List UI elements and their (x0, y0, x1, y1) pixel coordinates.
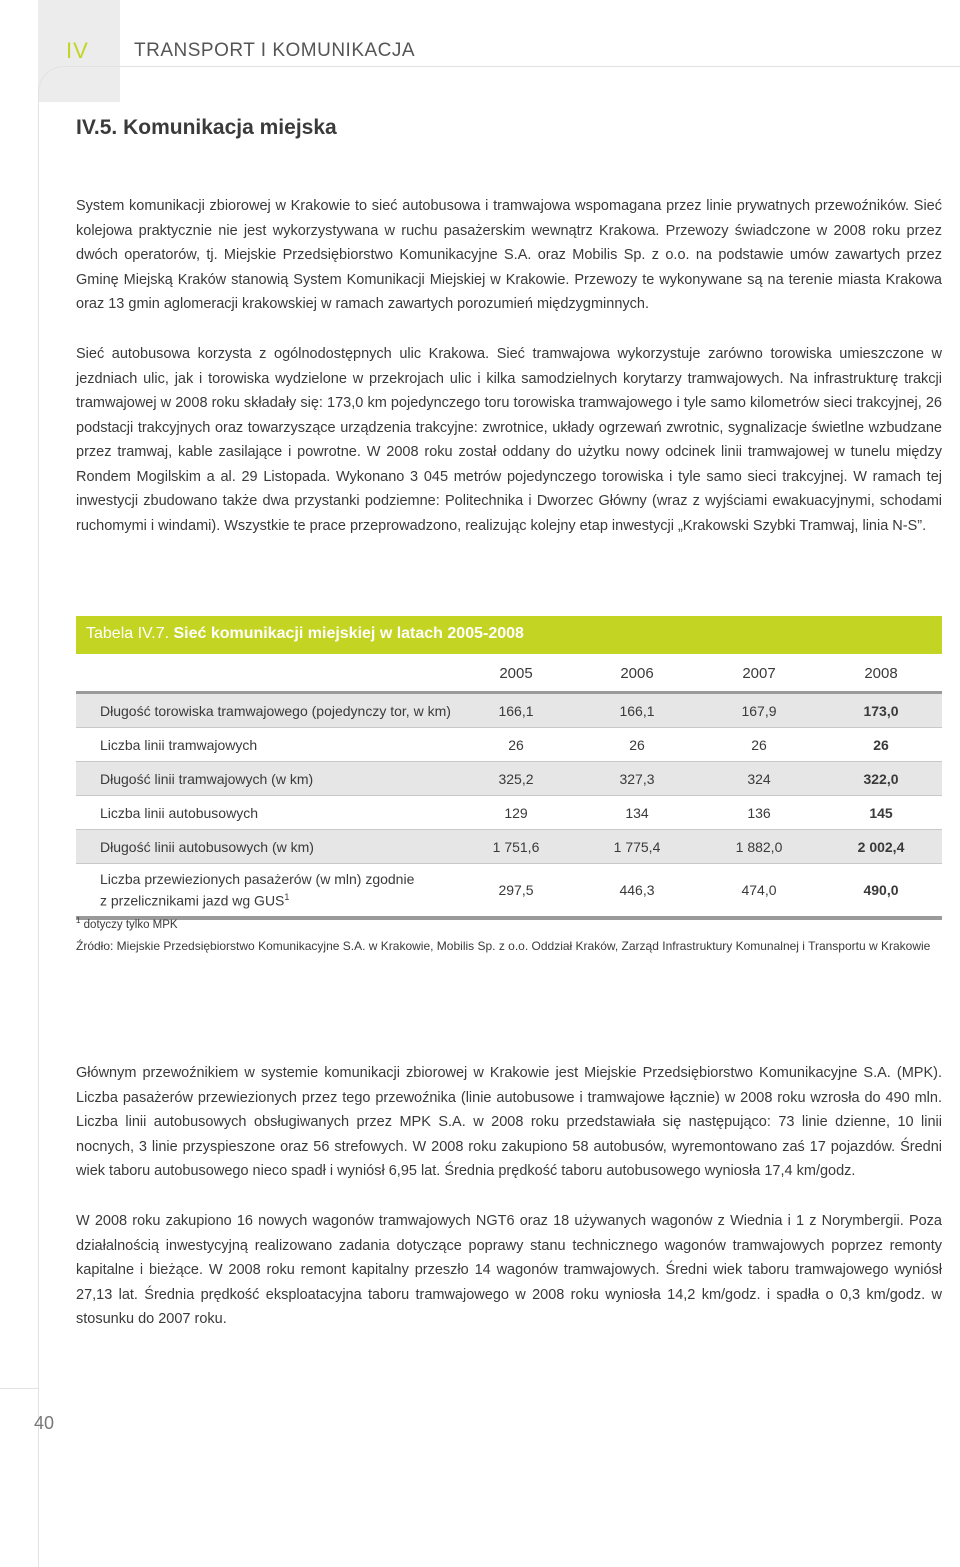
table-cell: 26 (456, 728, 576, 762)
table-cell: 167,9 (698, 693, 820, 728)
table-row (76, 830, 942, 864)
table-row (76, 728, 942, 762)
page-number-frame (0, 1388, 38, 1473)
row-label: Liczba linii tramwajowych (76, 728, 456, 762)
table-cell: 446,3 (576, 864, 698, 919)
year-header: 2005 (456, 656, 576, 693)
paragraph-trams: W 2008 roku zakupiono 16 nowych wagonów tramwajowych NGT6 oraz 18 używanych wagonów z Wiednia i 1 z Norymbergii. Poza działalnością inwestycyjną realizowano zadania dotyczące poprawy stanu technicznego wagonów tramwajowych poprzez remonty kapitalne i bieżące. W 2008 roku remont kapitalny przeszło 14 wagonów tramwajowych. Średni wiek taboru tramwajowego wyniósł 27,13 lat. Średnia prędkość eksploatacyjna taboru tramwajowego w 2008 roku wyniosła 14,2 km/godz. i spadła o 0,3 km/godz. w stosunku do 2007 roku. (76, 1213, 942, 1327)
table-row (76, 864, 942, 919)
year-header: 2007 (698, 656, 820, 693)
table-cell: 324 (698, 762, 820, 796)
table-cell: 1 775,4 (576, 830, 698, 864)
table-header-blank (76, 656, 456, 693)
table-row (76, 762, 942, 796)
table-cell: 1 751,6 (456, 830, 576, 864)
table-cell: 26 (576, 728, 698, 762)
footnote-mark: 1 (76, 916, 81, 925)
table-caption-prefix: Tabela IV.7. (86, 625, 174, 642)
row-label: Długość torowiska tramwajowego (pojedynczy tor, w km) (76, 693, 456, 728)
table-cell: 474,0 (698, 864, 820, 919)
table-cell: 2 002,4 (820, 830, 942, 864)
table-caption-title: Sieć komunikacji miejskiej w latach 2005-2008 (173, 625, 524, 642)
table-cell: 136 (698, 796, 820, 830)
table-cell: 322,0 (820, 762, 942, 796)
section-title: IV.5. Komunikacja miejska (76, 116, 337, 139)
table-cell: 134 (576, 796, 698, 830)
table-row (76, 693, 942, 728)
paragraph-network: Sieć autobusowa korzysta z ogólnodostępnych ulic Krakowa. Sieć tramwajowa wykorzystuje zarówno torowiska umieszczone w jezdniach ulic, jak i torowiska wydzielone w przekrojach ulic i kilka samodzielnych korytarzy tramwajowych. Na infrastrukturę trakcji tramwajowej w 2008 roku składały się: 173,0 km pojedynczego toru torowiska tramwajowego i tyle samo kilometrów sieci trakcyjnej, 26 podstacji trakcyjnych oraz towarzyszące urządzenia trakcyjne: zwrotnice, układy ogrzewań zwrotnic, sygnalizacje świetlne wzbudzane przez tramwaj, kable zasilające i powrotne. W 2008 roku został oddany do użytku nowy odcinek linii tramwajowej w tunelu między Rondem Mogilskim a al. 29 Listopada. Wykonano 3 045 metrów pojedynczego torowiska i tyle samo sieci trakcyjnej. W ramach tej inwestycji zbudowano także dwa przystanki podziemne: Politechnika i Dworzec Główny (wraz z wyjściami ewakuacyjnymi, schodami ruchomymi i windami). Wszystkie te prace przeprowadzono, realizując kolejny etap inwestycji „Krakowski Szybki Tramwaj, linia N-S”. (76, 346, 942, 534)
transport-table (76, 656, 942, 920)
table-cell: 166,1 (456, 693, 576, 728)
row-label (76, 864, 456, 919)
row-label: Liczba linii autobusowych (76, 796, 456, 830)
year-header: 2006 (576, 656, 698, 693)
table-cell: 327,3 (576, 762, 698, 796)
row-label-line: z przelicznikami jazd wg GUS (100, 892, 285, 909)
page-number: 40 (34, 1413, 55, 1433)
table-cell: 166,1 (576, 693, 698, 728)
table-footnote (76, 916, 178, 931)
table-source: Źródło: Miejskie Przedsiębiorstwo Komunikacyjne S.A. w Krakowie, Mobilis Sp. z o.o. Oddział Kraków, Zarząd Infrastruktury Komunalnej i Transportu w Krakowie (76, 939, 931, 953)
footnote-ref: 1 (284, 892, 290, 903)
footnote-text: dotyczy tylko MPK (80, 918, 178, 931)
table-cell: 26 (820, 728, 942, 762)
table-cell: 297,5 (456, 864, 576, 919)
row-label-line: Liczba przewiezionych pasażerów (w mln) zgodnie (100, 871, 415, 888)
chapter-number: IV (66, 38, 89, 63)
table-cell: 490,0 (820, 864, 942, 919)
row-label: Długość linii autobusowych (w km) (76, 830, 456, 864)
table-cell: 173,0 (820, 693, 942, 728)
table-row (76, 796, 942, 830)
table-cell: 1 882,0 (698, 830, 820, 864)
table-cell: 145 (820, 796, 942, 830)
table-cell: 26 (698, 728, 820, 762)
chapter-title: TRANSPORT I KOMUNIKACJA (134, 40, 416, 61)
paragraph-intro: System komunikacji zbiorowej w Krakowie to sieć autobusowa i tramwajowa wspomagana przez linie prywatnych przewoźników. Sieć kolejowa praktycznie nie jest wykorzystywana w ruchu pasażerskim wewnątrz Krakowa. Przewozy świadczone w 2008 roku przez dwóch operatorów, tj. Miejskie Przedsiębiorstwo Komunikacyjne S.A. oraz Mobilis Sp. z o.o. na podstawie umów zawartych przez Gminę Miejską Kraków stanowią System Komunikacji Miejskiej w Krakowie. Przewozy te wykonywane są na terenie miasta Krakowa oraz 13 gmin aglomeracji krakowskiej w ramach zawartych porozumień międzygminnych. (76, 198, 942, 312)
row-label: Długość linii tramwajowych (w km) (76, 762, 456, 796)
table-cell: 129 (456, 796, 576, 830)
table-caption (86, 625, 524, 643)
year-header: 2008 (820, 656, 942, 693)
paragraph-mpk: Głównym przewoźnikiem w systemie komunikacji zbiorowej w Krakowie jest Miejskie Przedsiębiorstwo Komunikacyjne S.A. (MPK). Liczba pasażerów przewiezionych przez tego przewoźnika (linie autobusowe i tramwajowe łącznie) w 2008 roku wzrosła do 490 mln. Liczba linii autobusowych obsługiwanych przez MPK S.A. w 2008 roku przedstawiała się następująco: 73 linie dzienne, 10 linii nocnych, 3 linie przyspieszone oraz 56 strefowych. W 2008 roku zakupiono 58 autobusów, wyremontowano zaś 17 pojazdów. Średni wiek taboru autobusowego nieco spadł i wyniósł 6,95 lat. Średnia prędkość taboru autobusowego wyniosła 17,4 km/godz. (76, 1065, 942, 1179)
table-header-row (76, 656, 942, 693)
table-cell: 325,2 (456, 762, 576, 796)
